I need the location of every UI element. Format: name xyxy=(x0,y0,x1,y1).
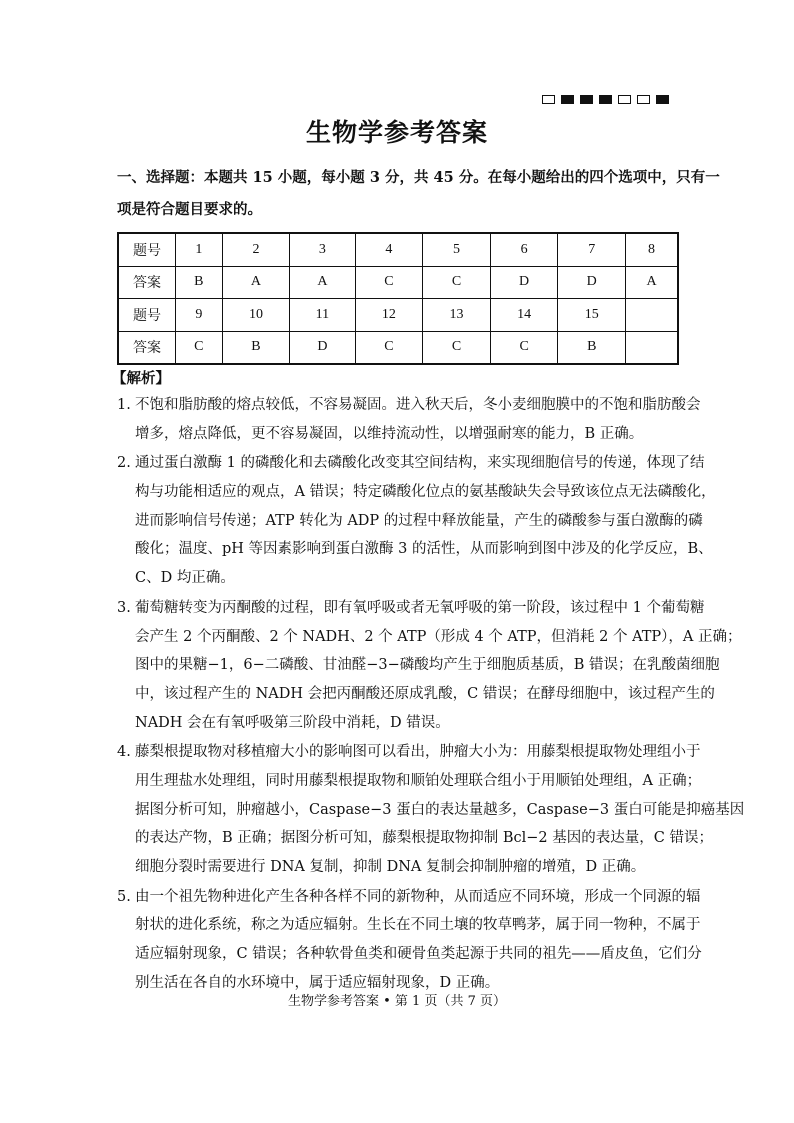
section-instructions xyxy=(117,162,720,226)
table-cell xyxy=(626,331,678,364)
analysis-item xyxy=(117,738,745,881)
table-cell: D xyxy=(558,266,626,299)
code-mark xyxy=(656,95,669,104)
analysis-item xyxy=(117,449,716,592)
item-text-line: NADH 会在有氧呼吸第三阶段中消耗，D 错误。 xyxy=(135,714,450,731)
item-text-line: 进而影响信号传递；ATP 转化为 ADP 的过程中释放能量，产生的磷酸参与蛋白激酶的磷 xyxy=(135,512,703,529)
item-text-line: 会产生 2 个丙酮酸、2 个 NADH、2 个 ATP（形成 4 个 ATP，但消耗 2 个 ATP），A 正确； xyxy=(135,628,742,645)
row-label: 答案 xyxy=(118,331,176,364)
table-cell: B xyxy=(176,266,223,299)
code-mark xyxy=(561,95,574,104)
table-cell: C xyxy=(423,266,491,299)
table-cell: D xyxy=(290,331,355,364)
row-label: 题号 xyxy=(118,299,176,332)
answer-table xyxy=(117,232,679,365)
code-mark xyxy=(580,95,593,104)
item-text-line: 通过蛋白激酶 1 的磷酸化和去磷酸化改变其空间结构，来实现细胞信号的传递，体现了结 xyxy=(135,455,705,472)
table-row xyxy=(118,266,678,299)
item-text-line: 图中的果糖−1，6−二磷酸、甘油醛−3−磷酸均产生于细胞质基质，B 错误；在乳酸菌细胞 xyxy=(135,657,720,674)
instruction-line: 一、选择题：本题共 15 小题，每小题 3 分，共 45 分。在每小题给出的四个选项中，只有一 xyxy=(117,169,720,186)
item-text-line: 据图分析可知，肿瘤越小，Caspase−3 蛋白的表达量越多，Caspase−3 蛋白可能是抑癌基因 xyxy=(135,801,745,818)
table-cell: A xyxy=(290,266,355,299)
table-cell: 6 xyxy=(490,233,558,266)
table-cell: C xyxy=(490,331,558,364)
item-text-line: 构与功能相适应的观点，A 错误；特定磷酸化位点的氨基酸缺失会导致该位点无法磷酸化， xyxy=(135,484,716,501)
page-footer: 生物学参考答案 • 第 1 页（共 7 页） xyxy=(287,994,506,1009)
item-text-line: 的表达产物，B 正确；据图分析可知，藤梨根提取物抑制 Bcl−2 基因的表达量，C 错误； xyxy=(135,830,713,847)
item-number: 5. xyxy=(117,888,131,905)
table-row xyxy=(118,233,678,266)
page-title: 生物学参考答案 xyxy=(305,118,488,147)
table-cell: 14 xyxy=(490,299,558,332)
table-cell: B xyxy=(558,331,626,364)
table-cell: 15 xyxy=(558,299,626,332)
item-text-line: 射状的进化系统，称之为适应辐射。生长在不同土壤的牧草鸭茅，属于同一物种，不属于 xyxy=(135,917,701,934)
code-mark xyxy=(618,95,631,104)
table-cell: C xyxy=(355,331,423,364)
table-cell: 9 xyxy=(176,299,223,332)
code-mark xyxy=(599,95,612,104)
analysis-item xyxy=(117,883,702,998)
item-number: 3. xyxy=(117,599,131,616)
item-text-line: 酸化；温度、pH 等因素影响到蛋白激酶 3 的活性，从而影响到图中涉及的化学反应，B、 xyxy=(135,541,713,558)
table-cell: 4 xyxy=(355,233,423,266)
item-text-line: 增多，熔点降低，更不容易凝固，以维持流动性，以增强耐寒的能力，B 正确。 xyxy=(135,425,644,442)
table-cell: C xyxy=(355,266,423,299)
table-row xyxy=(118,299,678,332)
table-cell xyxy=(626,299,678,332)
exam-code-marks xyxy=(542,95,669,104)
table-cell: C xyxy=(176,331,223,364)
item-text-line: 用生理盐水处理组，同时用藤梨根提取物和顺铂处理联合组小于用顺铂处理组，A 正确； xyxy=(135,772,702,789)
table-cell: A xyxy=(222,266,290,299)
item-text-line: 藤梨根提取物对移植瘤大小的影响图可以看出，肿瘤大小为：用藤梨根提取物处理组小于 xyxy=(135,744,701,761)
analysis-item xyxy=(117,391,701,448)
table-cell: 1 xyxy=(176,233,223,266)
table-cell: 5 xyxy=(423,233,491,266)
item-number: 4. xyxy=(117,744,131,761)
table-cell: 3 xyxy=(290,233,355,266)
item-text-line: 由一个祖先物种进化产生各种各样不同的新物种，从而适应不同环境，形成一个同源的辐 xyxy=(135,888,701,905)
table-cell: 12 xyxy=(355,299,423,332)
table-cell: 7 xyxy=(558,233,626,266)
code-mark xyxy=(542,95,555,104)
table-cell: A xyxy=(626,266,678,299)
table-cell: B xyxy=(222,331,290,364)
row-label: 题号 xyxy=(118,233,176,266)
item-text-line: 不饱和脂肪酸的熔点较低，不容易凝固。进入秋天后，冬小麦细胞膜中的不饱和脂肪酸会 xyxy=(135,397,701,413)
table-cell: D xyxy=(490,266,558,299)
table-cell: 2 xyxy=(222,233,290,266)
item-number: 1. xyxy=(117,397,131,413)
item-text-line: C、D 均正确。 xyxy=(135,570,235,587)
instruction-line: 项是符合题目要求的。 xyxy=(117,201,262,218)
table-cell: 8 xyxy=(626,233,678,266)
table-cell: C xyxy=(423,331,491,364)
item-text-line: 中，该过程产生的 NADH 会把丙酮酸还原成乳酸，C 错误；在酵母细胞中，该过程产生的 xyxy=(135,685,715,702)
row-label: 答案 xyxy=(118,266,176,299)
item-text-line: 适应辐射现象，C 错误；各种软骨鱼类和硬骨鱼类起源于共同的祖先——盾皮鱼，它们分 xyxy=(135,946,702,963)
analysis-list xyxy=(117,391,745,998)
code-mark xyxy=(637,95,650,104)
table-row xyxy=(118,331,678,364)
item-text-line: 别生活在各自的水环境中，属于适应辐射现象，D 正确。 xyxy=(135,974,500,991)
table-cell: 10 xyxy=(222,299,290,332)
item-text-line: 葡萄糖转变为丙酮酸的过程，即有氧呼吸或者无氧呼吸的第一阶段，该过程中 1 个葡萄糖 xyxy=(135,599,705,616)
item-text-line: 细胞分裂时需要进行 DNA 复制，抑制 DNA 复制会抑制肿瘤的增殖，D 正确。 xyxy=(135,859,646,875)
item-number: 2. xyxy=(117,455,131,472)
table-cell: 11 xyxy=(290,299,355,332)
table-cell: 13 xyxy=(423,299,491,332)
analysis-heading: 【解析】 xyxy=(112,370,170,387)
analysis-item xyxy=(117,594,742,737)
